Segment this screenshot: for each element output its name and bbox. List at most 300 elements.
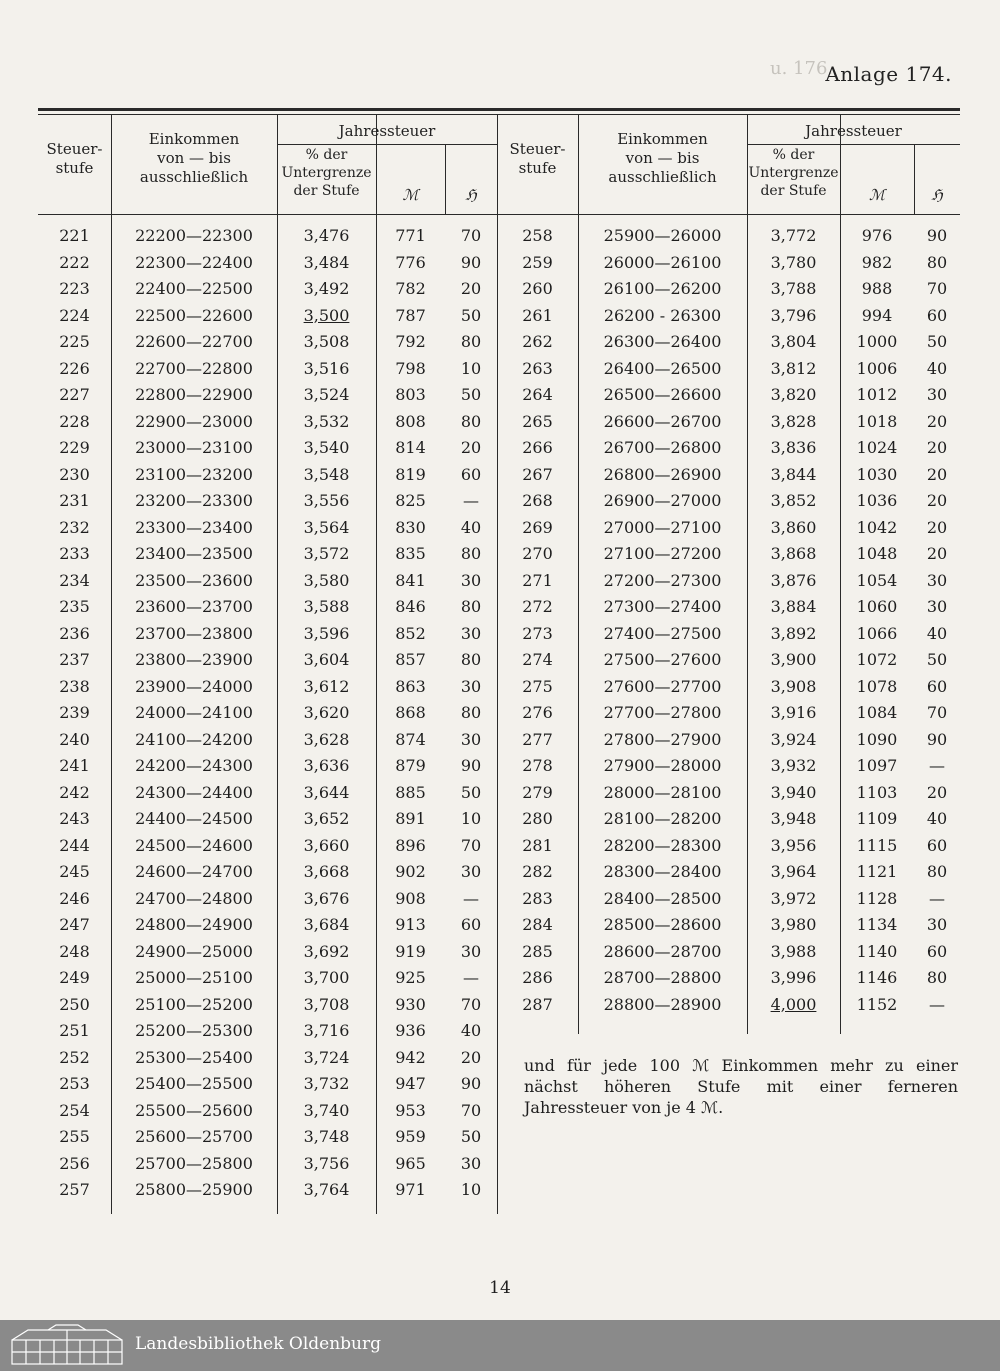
mark-cell: 1152 [856, 994, 898, 1014]
income-range-cell: 23500—23600 [135, 570, 253, 590]
mark-cell: 1084 [856, 703, 898, 722]
pfennig-cell: 20 [460, 438, 482, 457]
percent-cell: 3,564 [303, 517, 350, 537]
income-range-cell: 24300—24400 [135, 782, 253, 802]
step-cell: 258 [522, 226, 553, 245]
step-cell: 223 [59, 279, 90, 298]
percent-cell: 3,820 [770, 385, 817, 404]
mark-cell: 1024 [856, 438, 898, 457]
percent-cell: 3,932 [770, 756, 817, 775]
pfennig-cell: 30 [926, 570, 948, 590]
income-range-cell: 28600—28700 [603, 941, 722, 961]
income-range-cell: 28000—28100 [603, 782, 722, 802]
step-cell: 233 [59, 544, 90, 563]
mark-cell: 830 [395, 517, 426, 537]
pfennig-cell: 20 [460, 1047, 482, 1067]
mark-cell: 1030 [856, 464, 898, 484]
income-range-cell: 26400—26500 [603, 358, 722, 378]
library-footer-bar [0, 1320, 1000, 1371]
percent-cell: 3,612 [303, 676, 350, 696]
income-range-cell: 26700—26800 [603, 438, 722, 457]
percent-cell: 3,756 [303, 1153, 350, 1173]
pfennig-cell: — [463, 491, 479, 510]
annex-title: Anlage 174. [825, 62, 952, 86]
pfennig-cell: 50 [460, 1127, 482, 1146]
footnote-text: und für jede 100 ℳ Einkommen mehr zu einer nächst höheren Stufe mit einer ferneren Jahressteuer von je 4 ℳ. [524, 1056, 958, 1117]
pfennig-cell: 70 [460, 1100, 482, 1120]
percent-cell: 3,924 [770, 729, 817, 749]
percent-cell: 3,860 [770, 517, 817, 537]
income-range-cell: 24500—24600 [135, 835, 253, 855]
income-range-cell: 26000—26100 [603, 252, 722, 272]
mark-cell: 776 [395, 252, 426, 272]
pfennig-cell: 90 [460, 252, 482, 272]
step-cell: 284 [522, 915, 553, 934]
mark-cell: 879 [395, 756, 426, 775]
mark-cell: 994 [861, 305, 893, 325]
pfennig-cell: 80 [460, 650, 482, 669]
pfennig-cell: 60 [926, 941, 948, 961]
mark-cell: 1097 [856, 756, 898, 775]
step-cell: 256 [59, 1153, 90, 1173]
step-cell: 252 [59, 1047, 90, 1067]
pfennig-cell: 70 [460, 994, 482, 1014]
library-building-logo-icon [8, 1324, 126, 1371]
mark-cell: 896 [395, 835, 426, 855]
step-cell: 253 [59, 1074, 90, 1093]
income-range-cell: 25600—25700 [135, 1127, 253, 1146]
pfennig-cell: 60 [926, 305, 948, 325]
step-cell: 257 [59, 1180, 90, 1199]
header-mark: ℳ [402, 186, 419, 204]
mark-cell: 1042 [856, 517, 898, 537]
percent-cell: 3,644 [303, 782, 350, 802]
percent-cell: 3,572 [303, 544, 350, 563]
percent-cell: 3,652 [303, 809, 350, 828]
percent-cell: 3,796 [770, 305, 817, 325]
income-range-cell: 24800—24900 [135, 915, 253, 934]
pfennig-cell: 60 [460, 915, 482, 934]
pfennig-cell: 60 [460, 464, 482, 484]
percent-cell: 3,852 [770, 491, 817, 510]
percent-cell: 3,812 [770, 358, 817, 378]
income-range-cell: 27400—27500 [603, 623, 722, 643]
income-range-cell: 24400—24500 [135, 809, 253, 828]
income-range-cell: 25100—25200 [135, 994, 253, 1014]
step-cell: 276 [522, 703, 553, 722]
mark-cell: 792 [395, 332, 426, 351]
step-cell: 259 [522, 252, 553, 272]
percent-cell: 3,604 [303, 650, 350, 669]
header-pfennig: ℌ [931, 186, 943, 204]
pfennig-cell: 80 [460, 597, 482, 616]
mark-cell: 1066 [856, 623, 898, 643]
pfennig-cell: 30 [926, 597, 948, 616]
income-range-cell: 28300—28400 [603, 862, 722, 881]
step-cell: 240 [59, 729, 90, 749]
mark-cell: 971 [395, 1180, 426, 1199]
step-cell: 265 [522, 411, 553, 431]
step-cell: 279 [522, 782, 553, 802]
percent-cell: 3,500 [303, 305, 350, 325]
income-range-cell: 25500—25600 [135, 1100, 253, 1120]
pfennig-cell: 30 [460, 623, 482, 643]
step-cell: 244 [59, 835, 90, 855]
pfennig-cell: 80 [460, 544, 482, 563]
pfennig-cell: 40 [460, 517, 482, 537]
income-range-cell: 25000—25100 [135, 968, 253, 987]
mark-cell: 908 [395, 888, 426, 908]
pfennig-cell: 10 [460, 809, 482, 828]
mark-cell: 1036 [856, 491, 898, 510]
income-range-cell: 23400—23500 [135, 544, 253, 563]
income-range-cell: 25800—25900 [135, 1180, 253, 1199]
pfennig-cell: 40 [926, 358, 948, 378]
mark-cell: 965 [395, 1153, 426, 1173]
percent-cell: 3,668 [303, 862, 350, 881]
step-cell: 278 [522, 756, 553, 775]
percent-cell: 3,556 [303, 491, 350, 510]
income-range-cell: 23000—23100 [135, 438, 253, 457]
percent-cell: 3,964 [770, 862, 817, 881]
percent-cell: 3,780 [770, 252, 817, 272]
mark-cell: 942 [395, 1047, 426, 1067]
income-range-cell: 25300—25400 [135, 1047, 253, 1067]
mark-cell: 1012 [856, 385, 898, 404]
page-number: 14 [489, 1278, 511, 1298]
mark-cell: 1000 [856, 332, 898, 351]
income-range-cell: 25700—25800 [135, 1153, 253, 1173]
income-range-cell: 26200 - 26300 [603, 305, 722, 325]
pfennig-cell: 10 [460, 1180, 482, 1199]
step-cell: 222 [59, 252, 90, 272]
mark-cell: 819 [395, 464, 426, 484]
mark-cell: 835 [395, 544, 426, 563]
income-range-cell: 27800—27900 [603, 729, 722, 749]
percent-cell: 3,548 [303, 464, 350, 484]
percent-cell: 3,732 [303, 1074, 350, 1093]
income-range-cell: 24000—24100 [135, 703, 253, 722]
income-range-cell: 25400—25500 [135, 1074, 253, 1093]
step-cell: 227 [59, 385, 90, 404]
mark-cell: 891 [395, 809, 426, 828]
pfennig-cell: 70 [460, 226, 482, 245]
pfennig-cell: 20 [926, 464, 948, 484]
step-cell: 275 [522, 676, 553, 696]
pfennig-cell: 10 [460, 358, 482, 378]
step-cell: 231 [59, 491, 90, 510]
percent-cell: 3,492 [303, 279, 350, 298]
pfennig-cell: 50 [460, 305, 482, 325]
pfennig-cell: 20 [926, 438, 948, 457]
header-annual-tax: Jahressteuer [805, 122, 902, 140]
step-cell: 230 [59, 464, 90, 484]
mark-cell: 953 [395, 1100, 426, 1120]
income-range-cell: 26900—27000 [603, 491, 722, 510]
mark-cell: 841 [395, 570, 426, 590]
percent-cell: 3,980 [770, 915, 817, 934]
percent-cell: 3,884 [770, 597, 817, 616]
step-cell: 225 [59, 332, 90, 351]
percent-cell: 3,996 [770, 968, 817, 987]
pfennig-cell: — [463, 968, 479, 987]
pfennig-cell: — [463, 888, 479, 908]
step-cell: 274 [522, 650, 553, 669]
step-cell: 241 [59, 756, 90, 775]
step-cell: 263 [522, 358, 553, 378]
mark-cell: 976 [861, 226, 893, 245]
percent-cell: 3,700 [303, 968, 350, 987]
mark-cell: 1018 [856, 411, 898, 431]
step-cell: 242 [59, 782, 90, 802]
pfennig-cell: 80 [460, 703, 482, 722]
mark-cell: 808 [395, 411, 426, 431]
income-range-cell: 25200—25300 [135, 1021, 253, 1040]
income-range-cell: 27700—27800 [603, 703, 722, 722]
header-percent: % der Untergrenze der Stufe [748, 147, 839, 199]
step-cell: 250 [59, 994, 90, 1014]
pfennig-cell: 80 [926, 252, 948, 272]
mark-cell: 846 [395, 597, 426, 616]
pfennig-cell: 20 [926, 411, 948, 431]
pfennig-cell: 30 [460, 1153, 482, 1173]
header-percent: % der Untergrenze der Stufe [281, 147, 372, 199]
percent-cell: 3,804 [770, 332, 817, 351]
income-range-cell: 26800—26900 [603, 464, 722, 484]
step-cell: 264 [522, 385, 553, 404]
income-range-cell: 23600—23700 [135, 597, 253, 616]
pfennig-cell: 50 [460, 782, 482, 802]
percent-cell: 3,748 [303, 1127, 350, 1146]
percent-cell: 3,764 [303, 1180, 350, 1199]
header-income: Einkommen von — bis ausschließlich [139, 130, 249, 186]
mark-cell: 1121 [856, 862, 898, 881]
mark-cell: 913 [395, 915, 426, 934]
pfennig-cell: — [929, 888, 945, 908]
income-range-cell: 22900—23000 [135, 411, 253, 431]
mark-cell: 1078 [856, 676, 898, 696]
step-cell: 232 [59, 517, 90, 537]
pfennig-cell: 80 [460, 411, 482, 431]
mark-cell: 902 [395, 862, 426, 881]
step-cell: 249 [59, 968, 90, 987]
pfennig-cell: 30 [460, 941, 482, 961]
pfennig-cell: 90 [926, 729, 948, 749]
step-cell: 248 [59, 941, 90, 961]
step-cell: 243 [59, 809, 90, 828]
mark-cell: 1072 [856, 650, 898, 669]
percent-cell: 3,876 [770, 570, 817, 590]
income-range-cell: 28700—28800 [603, 968, 722, 987]
pfennig-cell: 30 [460, 570, 482, 590]
percent-cell: 3,708 [303, 994, 350, 1014]
step-cell: 262 [522, 332, 553, 351]
mark-cell: 868 [395, 703, 426, 722]
header-mark: ℳ [868, 186, 886, 204]
percent-cell: 3,948 [770, 809, 817, 828]
income-range-cell: 26500—26600 [603, 385, 722, 404]
mark-cell: 787 [395, 305, 426, 325]
pfennig-cell: 30 [460, 862, 482, 881]
step-cell: 281 [522, 835, 553, 855]
header-step: Steuer- stufe [46, 140, 103, 177]
income-range-cell: 27300—27400 [603, 597, 722, 616]
mark-cell: 919 [395, 941, 426, 961]
income-range-cell: 28200—28300 [603, 835, 722, 855]
percent-cell: 3,524 [303, 385, 350, 404]
step-cell: 285 [522, 941, 553, 961]
percent-cell: 3,508 [303, 332, 350, 351]
percent-cell: 3,476 [303, 226, 350, 245]
step-cell: 267 [522, 464, 553, 484]
percent-cell: 3,484 [303, 252, 350, 272]
pfennig-cell: 30 [460, 729, 482, 749]
income-range-cell: 28500—28600 [603, 915, 722, 934]
pfennig-cell: 80 [926, 968, 948, 987]
mark-cell: 863 [395, 676, 426, 696]
percent-cell: 3,844 [770, 464, 817, 484]
mark-cell: 1134 [856, 915, 898, 934]
step-cell: 235 [59, 597, 90, 616]
percent-cell: 4,000 [770, 994, 817, 1014]
step-cell: 269 [522, 517, 553, 537]
mark-cell: 982 [861, 252, 893, 272]
step-cell: 246 [59, 888, 90, 908]
step-cell: 287 [522, 994, 553, 1014]
step-cell: 221 [59, 226, 90, 245]
mark-cell: 1128 [856, 888, 898, 908]
step-cell: 282 [522, 862, 553, 881]
mark-cell: 771 [395, 226, 426, 245]
income-range-cell: 24100—24200 [135, 729, 253, 749]
mark-cell: 825 [395, 491, 426, 510]
percent-cell: 3,836 [770, 438, 817, 457]
mark-cell: 1109 [856, 809, 898, 828]
pfennig-cell: 30 [926, 385, 948, 404]
mark-cell: 1140 [856, 941, 898, 961]
mark-cell: 1146 [856, 968, 898, 987]
percent-cell: 3,540 [303, 438, 350, 457]
pfennig-cell: 70 [926, 279, 948, 298]
pfennig-cell: — [929, 994, 945, 1014]
income-range-cell: 23900—24000 [135, 676, 253, 696]
percent-cell: 3,956 [770, 835, 817, 855]
income-range-cell: 27900—28000 [603, 756, 722, 775]
income-range-cell: 26100—26200 [603, 279, 722, 298]
percent-cell: 3,636 [303, 756, 350, 775]
step-cell: 271 [522, 570, 553, 590]
income-range-cell: 28400—28500 [603, 888, 722, 908]
library-name: Landesbibliothek Oldenburg [135, 1334, 382, 1354]
percent-cell: 3,620 [303, 703, 350, 722]
mark-cell: 1048 [856, 544, 898, 563]
income-range-cell: 24900—25000 [135, 941, 253, 961]
step-cell: 286 [522, 968, 553, 987]
pfennig-cell: 60 [926, 835, 948, 855]
income-range-cell: 24700—24800 [135, 888, 253, 908]
step-cell: 270 [522, 544, 553, 563]
pfennig-cell: 50 [460, 385, 482, 404]
subheader-rule [277, 144, 497, 145]
income-range-cell: 22800—22900 [135, 385, 253, 404]
step-cell: 268 [522, 491, 553, 510]
pfennig-cell: 50 [926, 650, 948, 669]
mark-cell: 874 [395, 729, 426, 749]
percent-cell: 3,724 [303, 1047, 350, 1067]
income-range-cell: 28100—28200 [603, 809, 722, 828]
step-cell: 260 [522, 279, 553, 298]
income-range-cell: 22400—22500 [135, 279, 253, 298]
header-pfennig: ℌ [465, 186, 477, 204]
header-step: Steuer- stufe [509, 140, 566, 177]
income-range-cell: 24600—24700 [135, 862, 253, 881]
income-range-cell: 25900—26000 [603, 226, 722, 245]
percent-cell: 3,588 [303, 597, 350, 616]
income-range-cell: 28800—28900 [603, 994, 722, 1014]
percent-cell: 3,684 [303, 915, 350, 934]
pfennig-cell: 80 [460, 332, 482, 351]
percent-cell: 3,868 [770, 544, 817, 563]
step-cell: 272 [522, 597, 553, 616]
income-range-cell: 22700—22800 [135, 358, 253, 378]
mark-cell: 925 [395, 968, 426, 987]
income-range-cell: 26600—26700 [603, 411, 722, 431]
header-annual-tax: Jahressteuer [338, 122, 436, 140]
step-cell: 266 [522, 438, 553, 457]
percent-cell: 3,940 [770, 782, 817, 802]
mark-cell: 1115 [856, 835, 898, 855]
percent-cell: 3,892 [770, 623, 817, 643]
percent-cell: 3,788 [770, 279, 817, 298]
percent-cell: 3,916 [770, 703, 817, 722]
percent-cell: 3,628 [303, 729, 350, 749]
income-range-cell: 23800—23900 [135, 650, 253, 669]
mark-cell: 803 [395, 385, 426, 404]
step-cell: 228 [59, 411, 90, 431]
mark-cell: 988 [861, 279, 893, 298]
step-cell: 251 [59, 1021, 90, 1040]
pfennig-cell: 90 [460, 1074, 482, 1093]
mark-cell: 857 [395, 650, 426, 669]
step-cell: 238 [59, 676, 90, 696]
pfennig-cell: 30 [460, 676, 482, 696]
percent-cell: 3,828 [770, 411, 817, 431]
pfennig-cell: 40 [460, 1021, 482, 1040]
header-bottom-rule [38, 214, 960, 215]
mark-cell: 936 [395, 1021, 426, 1040]
step-cell: 245 [59, 862, 90, 881]
income-range-cell: 23700—23800 [135, 623, 253, 643]
income-range-cell: 27600—27700 [603, 676, 722, 696]
percent-cell: 3,660 [303, 835, 350, 855]
pfennig-cell: 20 [926, 491, 948, 510]
income-range-cell: 22300—22400 [135, 252, 253, 272]
pfennig-cell: 40 [926, 809, 948, 828]
step-cell: 234 [59, 570, 90, 590]
step-cell: 283 [522, 888, 553, 908]
mark-cell: 798 [395, 358, 426, 378]
mark-cell: 885 [395, 782, 426, 802]
income-range-cell: 27100—27200 [603, 544, 722, 563]
bleed-through-text: u. 176. [770, 58, 834, 79]
step-cell: 236 [59, 623, 90, 643]
income-range-cell: 27200—27300 [603, 570, 722, 590]
step-cell: 255 [59, 1127, 90, 1146]
mark-cell: 1060 [856, 597, 898, 616]
step-cell: 254 [59, 1100, 90, 1120]
mark-cell: 814 [395, 438, 426, 457]
income-range-cell: 22500—22600 [135, 305, 253, 325]
